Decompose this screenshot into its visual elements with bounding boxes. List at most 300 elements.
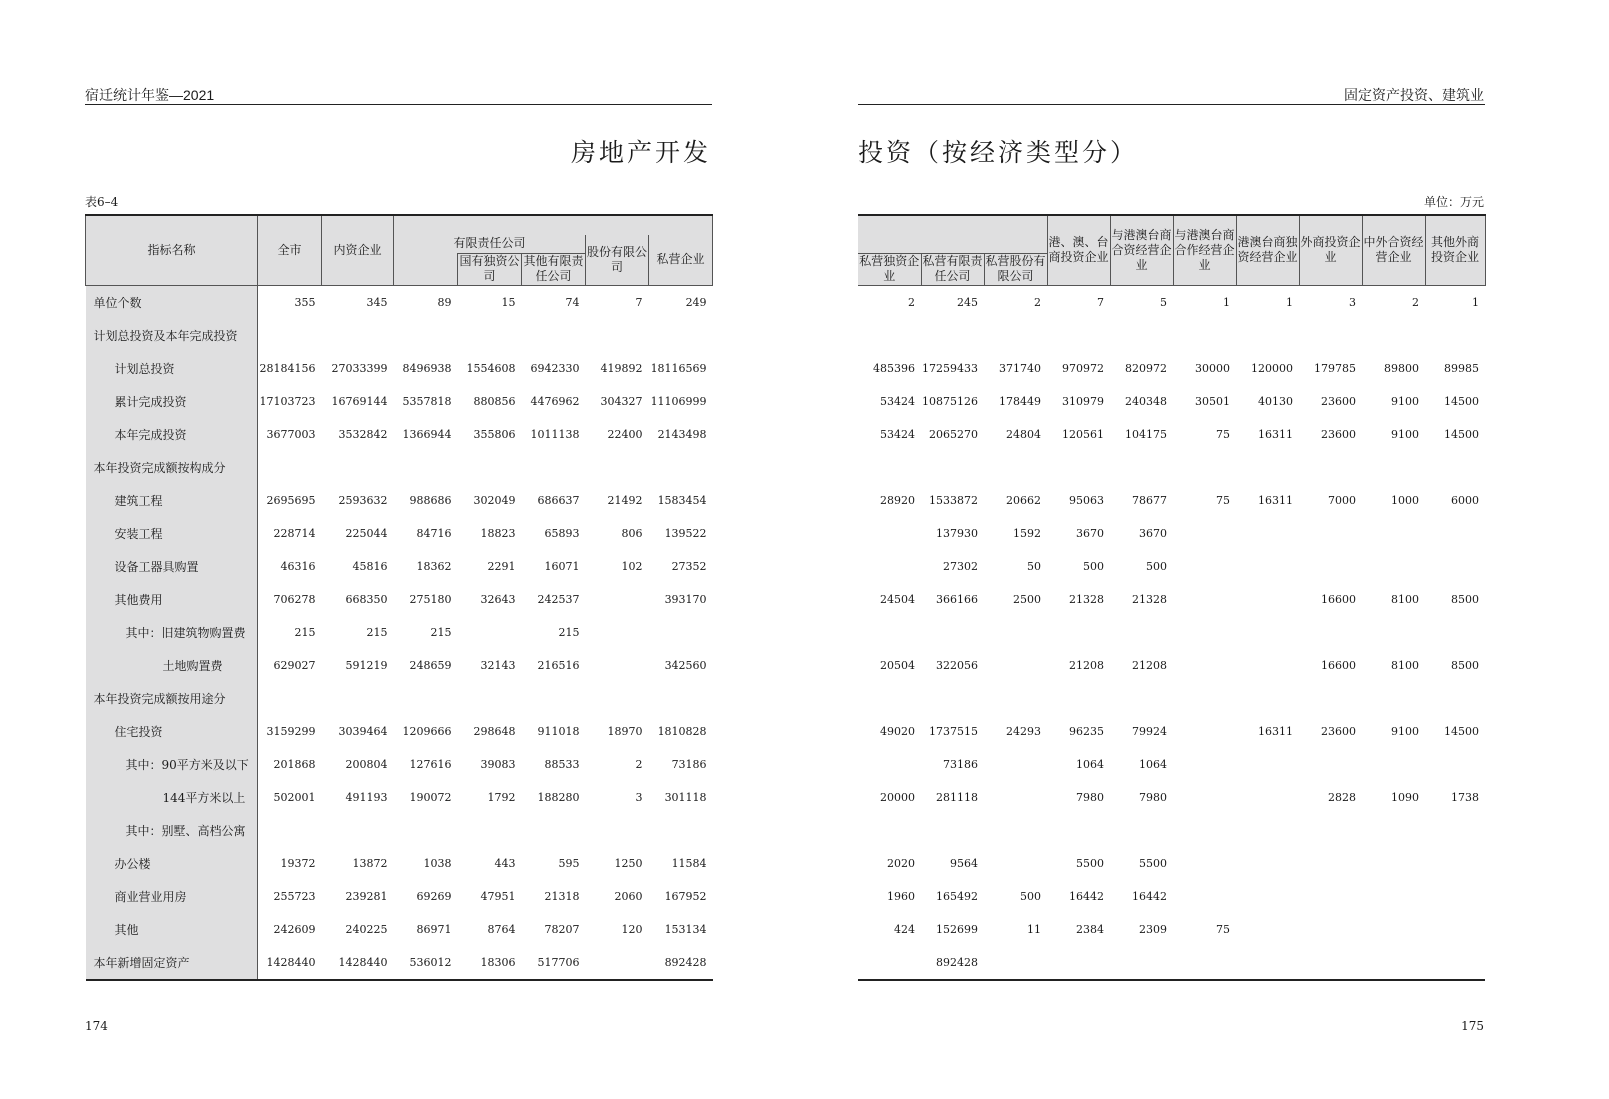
row-label: 商业营业用房 [86, 880, 258, 913]
cell-value: 95063 [1069, 493, 1105, 507]
cell-value [458, 616, 522, 649]
header-hmt-coop: 与港澳台商合作经营企业 [1173, 215, 1236, 285]
unit-label: 单位：万元 [1423, 195, 1484, 209]
cell-value: 23600 [1321, 427, 1357, 441]
cell-value: 8496938 [402, 361, 452, 375]
cell-value [1047, 682, 1110, 715]
cell-value: 371740 [999, 361, 1042, 375]
cell-value [984, 847, 1047, 880]
cell-value [1362, 682, 1425, 715]
cell-value [1236, 451, 1299, 484]
row-label: 本年完成投资 [86, 418, 258, 451]
cell-value: 1533872 [929, 493, 978, 507]
cell-value: 485396 [873, 361, 915, 375]
cell-value [1110, 616, 1173, 649]
cell-value: 9100 [1391, 724, 1420, 738]
header-other-foreign: 其他外商投资企业 [1425, 215, 1485, 285]
cell-value: 9100 [1391, 394, 1420, 408]
cell-value: 11584 [671, 856, 707, 870]
row-label: 建筑工程 [86, 484, 258, 517]
table-row [858, 418, 1485, 451]
cell-value [1173, 748, 1236, 781]
header-hmt: 港、澳、台商投资企业 [1047, 215, 1110, 285]
header-foreign: 外商投资企业 [1299, 215, 1362, 285]
cell-value: 1738 [1451, 790, 1480, 804]
cell-value: 2 [1412, 295, 1420, 309]
cell-value: 120000 [1251, 361, 1294, 375]
cell-value: 11 [1027, 922, 1042, 936]
cell-value: 366166 [936, 592, 978, 606]
cell-value: 3 [635, 790, 643, 804]
cell-value [1173, 847, 1236, 880]
cell-value [858, 550, 921, 583]
cell-value [1425, 880, 1485, 913]
cell-value: 5357818 [402, 394, 452, 408]
cell-value [586, 946, 649, 980]
cell-value [984, 451, 1047, 484]
cell-value [1236, 748, 1299, 781]
cell-value: 102 [621, 559, 643, 573]
table-row [86, 781, 713, 814]
data-table-right [858, 214, 1486, 981]
table-row [86, 451, 713, 484]
cell-value [1362, 913, 1425, 946]
cell-value [1173, 517, 1236, 550]
cell-value [1173, 583, 1236, 616]
cell-value [984, 682, 1047, 715]
cell-value [1047, 814, 1110, 847]
cell-value: 3 [1349, 295, 1357, 309]
cell-value: 21208 [1132, 658, 1168, 672]
row-label: 单位个数 [86, 285, 258, 319]
cell-value: 53424 [880, 394, 915, 408]
cell-value [258, 682, 322, 715]
cell-value: 21328 [1069, 592, 1105, 606]
header-domestic: 内资企业 [322, 215, 394, 285]
cell-value: 14500 [1444, 724, 1480, 738]
cell-value: 2309 [1139, 922, 1168, 936]
cell-value: 2 [635, 757, 643, 771]
cell-value: 17259433 [922, 361, 978, 375]
cell-value [1425, 847, 1485, 880]
cell-value: 53424 [880, 427, 915, 441]
table-row [86, 880, 713, 913]
cell-value: 78207 [544, 922, 580, 936]
cell-value: 50 [1027, 559, 1042, 573]
cell-value [1236, 814, 1299, 847]
cell-value [322, 814, 394, 847]
cell-value: 16442 [1069, 889, 1105, 903]
cell-value: 5 [1160, 295, 1168, 309]
table-row [86, 285, 713, 319]
row-label: 其中：90平方米及以下 [86, 748, 258, 781]
cell-value: 17103723 [259, 394, 316, 408]
cell-value [984, 319, 1047, 352]
table-row [86, 748, 713, 781]
cell-value: 20662 [1006, 493, 1042, 507]
cell-value: 10875126 [922, 394, 978, 408]
table-row [86, 517, 713, 550]
cell-value: 1810828 [657, 724, 707, 738]
cell-value [921, 319, 984, 352]
cell-value [586, 583, 649, 616]
cell-value: 215 [430, 625, 452, 639]
cell-value [1362, 880, 1425, 913]
table-row [858, 550, 1485, 583]
row-label: 土地购置费 [86, 649, 258, 682]
cell-value [458, 814, 522, 847]
table-row [86, 682, 713, 715]
table-row [858, 385, 1485, 418]
cell-value: 536012 [394, 946, 458, 980]
cell-value [1299, 913, 1362, 946]
cell-value: 281118 [936, 790, 978, 804]
cell-value: 1 [1223, 295, 1231, 309]
table-row [86, 385, 713, 418]
cell-value: 242609 [273, 922, 316, 936]
right-page [804, 0, 1609, 1099]
row-label: 本年投资完成额按构成分 [86, 451, 258, 484]
cell-value [1173, 880, 1236, 913]
table-row [858, 583, 1485, 616]
table-row [858, 715, 1485, 748]
cell-value: 65893 [544, 526, 580, 540]
table-title-part1: 房地产开发 [570, 138, 711, 167]
cell-value: 8764 [487, 922, 516, 936]
cell-value: 500 [1083, 559, 1105, 573]
cell-value [1236, 946, 1299, 980]
cell-value: 2384 [1076, 922, 1105, 936]
cell-value: 16600 [1321, 592, 1357, 606]
header-llc: 有限责任公司 [394, 235, 586, 253]
table-row [858, 484, 1485, 517]
cell-value: 18970 [607, 724, 643, 738]
cell-value [1362, 616, 1425, 649]
table-row [858, 913, 1485, 946]
cell-value: 1000 [1391, 493, 1420, 507]
cell-value [1236, 781, 1299, 814]
cell-value: 21318 [544, 889, 580, 903]
table-row [858, 814, 1485, 847]
cell-value: 104175 [1125, 427, 1168, 441]
table-row [858, 880, 1485, 913]
cell-value: 970972 [1062, 361, 1105, 375]
cell-value [858, 946, 921, 980]
cell-value: 20000 [880, 790, 915, 804]
cell-value: 228714 [273, 526, 316, 540]
cell-value: 215 [294, 625, 316, 639]
cell-value: 216516 [537, 658, 580, 672]
cell-value: 127616 [409, 757, 452, 771]
cell-value [1362, 946, 1425, 980]
table-row [86, 946, 713, 980]
cell-value: 6000 [1451, 493, 1480, 507]
cell-value [1299, 451, 1362, 484]
cell-value: 22400 [607, 427, 643, 441]
cell-value: 16600 [1321, 658, 1357, 672]
header-hmt-sole: 港澳台商独资经营企业 [1236, 215, 1299, 285]
page-number-right: 175 [1461, 1019, 1484, 1033]
table-row [858, 451, 1485, 484]
running-header-left: 宿迁统计年鉴—2021 [85, 87, 215, 103]
cell-value: 23600 [1321, 724, 1357, 738]
cell-value: 1064 [1139, 757, 1168, 771]
cell-value: 2 [1034, 295, 1042, 309]
cell-value [1362, 550, 1425, 583]
cell-value [1110, 451, 1173, 484]
cell-value [394, 814, 458, 847]
cell-value: 45816 [352, 559, 388, 573]
cell-value: 240225 [345, 922, 388, 936]
cell-value [394, 319, 458, 352]
table-row [86, 847, 713, 880]
cell-value [1047, 616, 1110, 649]
cell-value: 6942330 [530, 361, 580, 375]
cell-value: 27033399 [331, 361, 388, 375]
cell-value: 1 [1286, 295, 1294, 309]
cell-value: 880856 [473, 394, 516, 408]
header-other-llc: 其他有限责任公司 [523, 254, 584, 283]
row-label: 其中：旧建筑物购置费 [86, 616, 258, 649]
cell-value: 249 [685, 295, 707, 309]
row-label: 其他费用 [86, 583, 258, 616]
cell-value: 2060 [614, 889, 643, 903]
cell-value: 911018 [537, 724, 580, 738]
cell-value [984, 616, 1047, 649]
cell-value: 1011138 [530, 427, 580, 441]
cell-value [1110, 946, 1173, 980]
left-page [0, 0, 804, 1099]
cell-value [1425, 748, 1485, 781]
cell-value: 1428440 [322, 946, 394, 980]
cell-value: 225044 [345, 526, 388, 540]
cell-value [586, 814, 649, 847]
table-row [86, 550, 713, 583]
cell-value [1173, 649, 1236, 682]
cell-value [1362, 847, 1425, 880]
row-label: 计划总投资及本年完成投资 [86, 319, 258, 352]
cell-value: 892428 [649, 946, 713, 980]
cell-value: 23600 [1321, 394, 1357, 408]
cell-value [394, 682, 458, 715]
row-label: 本年新增固定资产 [86, 946, 258, 980]
header-blank-band [394, 215, 713, 235]
cell-value: 16311 [1258, 493, 1294, 507]
cell-value: 30000 [1195, 361, 1231, 375]
header-rule-right [858, 104, 1485, 105]
cell-value: 190072 [409, 790, 452, 804]
cell-value [1362, 319, 1425, 352]
cell-value: 1064 [1076, 757, 1105, 771]
cell-value: 7980 [1076, 790, 1105, 804]
cell-value: 11106999 [650, 394, 707, 408]
table-row [86, 319, 713, 352]
cell-value: 18116569 [650, 361, 707, 375]
row-label: 其中：别墅、高档公寓 [86, 814, 258, 847]
header-private-stock: 私营股份有限公司 [985, 254, 1046, 283]
row-label: 本年投资完成额按用途分 [86, 682, 258, 715]
cell-value: 79924 [1132, 724, 1168, 738]
cell-value: 86971 [416, 922, 452, 936]
cell-value [984, 748, 1047, 781]
cell-value: 165492 [936, 889, 978, 903]
data-table-left [85, 214, 713, 981]
cell-value: 9564 [950, 856, 978, 870]
cell-value [586, 682, 649, 715]
cell-value: 1038 [423, 856, 452, 870]
cell-value: 120561 [1062, 427, 1105, 441]
table-row [86, 616, 713, 649]
cell-value [1425, 319, 1485, 352]
cell-value: 591219 [345, 658, 388, 672]
cell-value: 13872 [352, 856, 388, 870]
header-foreign-jv: 中外合资经营企业 [1362, 215, 1425, 285]
cell-value: 302049 [473, 493, 516, 507]
cell-value: 988686 [409, 493, 452, 507]
cell-value: 4476962 [530, 394, 580, 408]
table-title-part2: 投资（按经济类型分） [858, 138, 1139, 167]
cell-value: 595 [558, 856, 580, 870]
cell-value [1362, 748, 1425, 781]
cell-value [1173, 550, 1236, 583]
cell-value [1173, 946, 1236, 980]
cell-value [649, 319, 713, 352]
cell-value: 1583454 [657, 493, 707, 507]
cell-value [649, 682, 713, 715]
cell-value: 2020 [887, 856, 915, 870]
table-row [858, 847, 1485, 880]
cell-value [1425, 814, 1485, 847]
cell-value: 88533 [544, 757, 580, 771]
cell-value: 5500 [1139, 856, 1168, 870]
cell-value: 820972 [1125, 361, 1168, 375]
cell-value: 15 [501, 295, 516, 309]
cell-value: 74 [565, 295, 580, 309]
cell-value: 14500 [1444, 427, 1480, 441]
cell-value [1236, 319, 1299, 352]
cell-value [1236, 616, 1299, 649]
cell-value: 342560 [664, 658, 707, 672]
table-row [86, 583, 713, 616]
cell-value: 304327 [600, 394, 643, 408]
cell-value [1299, 319, 1362, 352]
cell-value: 2065270 [929, 427, 978, 441]
cell-value: 179785 [1314, 361, 1357, 375]
cell-value: 40130 [1258, 394, 1294, 408]
cell-value: 2 [908, 295, 915, 309]
table-row [858, 616, 1485, 649]
header-private-spacer [858, 235, 1047, 253]
cell-value [322, 319, 394, 352]
cell-value: 32643 [480, 592, 516, 606]
cell-value [1110, 319, 1173, 352]
table-row [858, 319, 1485, 352]
cell-value: 7000 [1328, 493, 1357, 507]
cell-value [649, 616, 713, 649]
cell-value: 27352 [671, 559, 707, 573]
cell-value: 1428440 [258, 946, 322, 980]
cell-value [258, 319, 322, 352]
cell-value [394, 451, 458, 484]
cell-value [1236, 847, 1299, 880]
cell-value: 69269 [416, 889, 452, 903]
cell-value: 255723 [273, 889, 316, 903]
cell-value [984, 946, 1047, 980]
table-row [86, 913, 713, 946]
cell-value: 322056 [936, 658, 978, 672]
page-number-left: 174 [85, 1019, 108, 1033]
table-row [858, 649, 1485, 682]
cell-value: 24504 [880, 592, 915, 606]
cell-value: 153134 [664, 922, 707, 936]
header-private-llc: 私营有限责任公司 [922, 254, 983, 283]
cell-value: 2828 [1328, 790, 1357, 804]
cell-value [1173, 319, 1236, 352]
cell-value [1299, 946, 1362, 980]
cell-value: 75 [1216, 493, 1231, 507]
cell-value: 2593632 [338, 493, 388, 507]
cell-value [858, 682, 921, 715]
cell-value [1110, 814, 1173, 847]
cell-value: 1592 [1013, 526, 1042, 540]
cell-value: 686637 [537, 493, 580, 507]
cell-value: 16442 [1132, 889, 1168, 903]
cell-value: 345 [366, 295, 388, 309]
table-row [86, 715, 713, 748]
cell-value: 215 [366, 625, 388, 639]
cell-value [1236, 550, 1299, 583]
cell-value: 239281 [345, 889, 388, 903]
cell-value [858, 616, 921, 649]
cell-value: 248659 [409, 658, 452, 672]
cell-value [586, 451, 649, 484]
row-label: 累计完成投资 [86, 385, 258, 418]
cell-value: 215 [558, 625, 580, 639]
cell-value: 5500 [1076, 856, 1105, 870]
cell-value: 2695695 [266, 493, 316, 507]
cell-value [1047, 451, 1110, 484]
table-row [858, 352, 1485, 385]
cell-value: 301118 [664, 790, 707, 804]
table-row [858, 748, 1485, 781]
header-llc-spacer [394, 253, 458, 285]
cell-value: 8100 [1391, 658, 1420, 672]
cell-value [984, 814, 1047, 847]
cell-value [458, 319, 522, 352]
cell-value [1362, 517, 1425, 550]
cell-value [458, 451, 522, 484]
cell-value [522, 682, 586, 715]
cell-value: 78677 [1132, 493, 1168, 507]
cell-value: 1792 [487, 790, 516, 804]
cell-value [1362, 814, 1425, 847]
cell-value: 167952 [664, 889, 707, 903]
cell-value: 8500 [1451, 658, 1480, 672]
cell-value: 1209666 [402, 724, 452, 738]
cell-value: 3532842 [338, 427, 388, 441]
cell-value [984, 781, 1047, 814]
cell-value: 3159299 [266, 724, 316, 738]
cell-value: 27302 [943, 559, 978, 573]
cell-value: 892428 [921, 946, 984, 980]
table-row [86, 814, 713, 847]
cell-value: 8500 [1451, 592, 1480, 606]
cell-value: 16311 [1258, 427, 1294, 441]
cell-value: 3677003 [266, 427, 316, 441]
cell-value [1299, 748, 1362, 781]
cell-value [921, 682, 984, 715]
cell-value: 1960 [887, 889, 915, 903]
